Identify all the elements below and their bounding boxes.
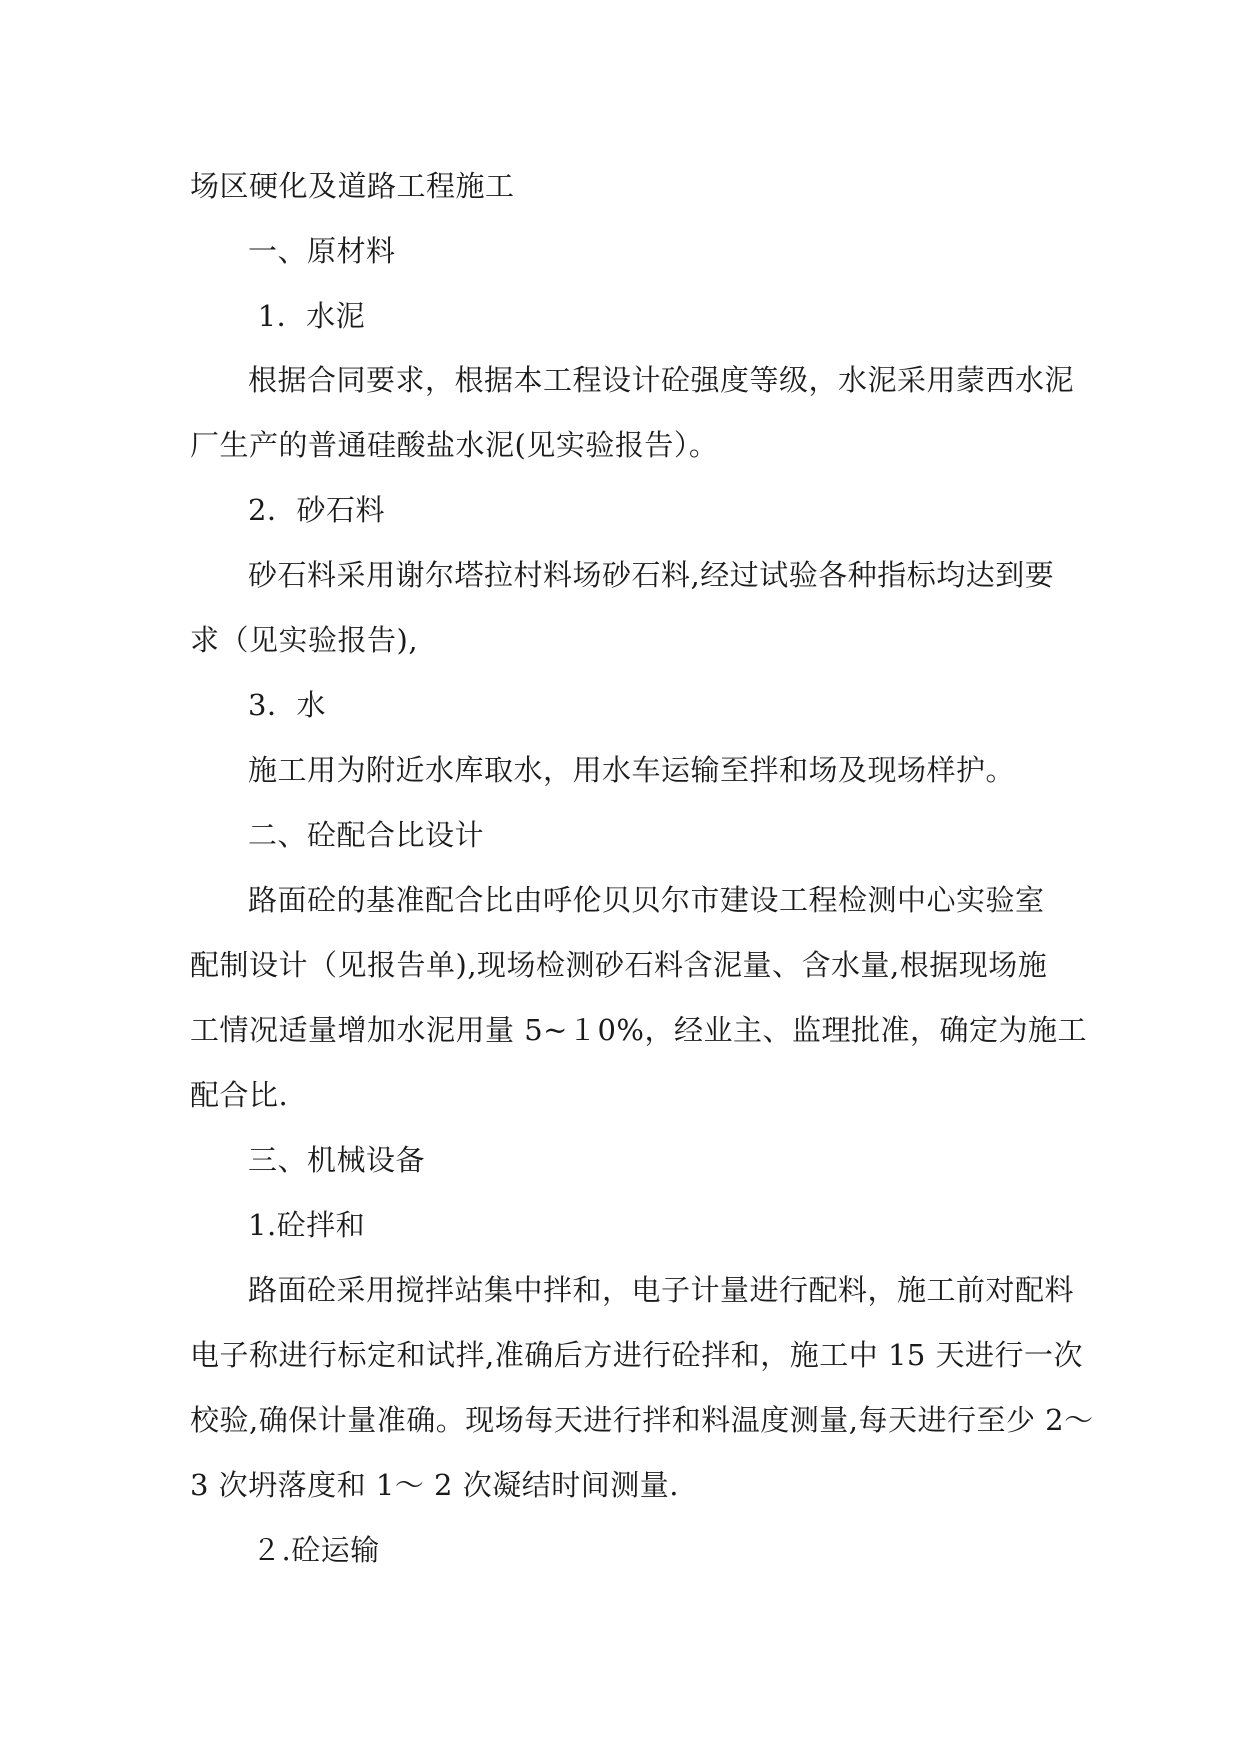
paragraph-line: 3 次坍落度和 1～ 2 次凝结时间测量. — [190, 1468, 679, 1502]
document-title: 场区硬化及道路工程施工 — [190, 169, 515, 203]
subheading-mixing: 1.砼拌和 — [248, 1208, 366, 1242]
paragraph-line: 路面砼的基准配合比由呼伦贝贝尔市建设工程检测中心实验室 — [248, 883, 1045, 917]
section-heading-raw-materials: 一、原材料 — [248, 234, 396, 268]
paragraph-line: 路面砼采用搅拌站集中拌和，电子计量进行配料，施工前对配料 — [248, 1273, 1075, 1307]
paragraph-line: 配合比. — [190, 1078, 289, 1112]
paragraph-line: 校验,确保计量准确。现场每天进行拌和料温度测量,每天进行至少 2～ — [190, 1403, 1094, 1437]
section-heading-equipment: 三、机械设备 — [248, 1143, 426, 1177]
section-heading-mix-design: 二、砼配合比设计 — [248, 818, 485, 852]
subheading-transport: ２.砼运输 — [252, 1533, 380, 1567]
subheading-aggregate: 2．砂石料 — [248, 493, 385, 527]
paragraph-line: 砂石料采用谢尔塔拉村料场砂石料,经过试验各种指标均达到要 — [248, 558, 1055, 592]
paragraph-line: 工情况适量增加水泥用量 5~１0%，经业主、监理批准，确定为施工 — [190, 1013, 1087, 1047]
paragraph-line: 厂生产的普通硅酸盐水泥(见实验报告）。 — [190, 428, 719, 462]
paragraph-line: 配制设计（见报告单),现场检测砂石料含泥量、含水量,根据现场施 — [190, 948, 1048, 982]
subheading-water: 3．水 — [248, 688, 326, 722]
subheading-cement: 1．水泥 — [248, 299, 366, 333]
paragraph-line: 根据合同要求，根据本工程设计砼强度等级，水泥采用蒙西水泥 — [248, 363, 1075, 397]
paragraph-line: 求（见实验报告), — [190, 623, 419, 657]
paragraph-line: 电子称进行标定和试拌,准确后方进行砼拌和，施工中 15 天进行一次 — [190, 1338, 1084, 1372]
paragraph-line: 施工用为附近水库取水，用水车运输至拌和场及现场样护。 — [248, 753, 1016, 787]
